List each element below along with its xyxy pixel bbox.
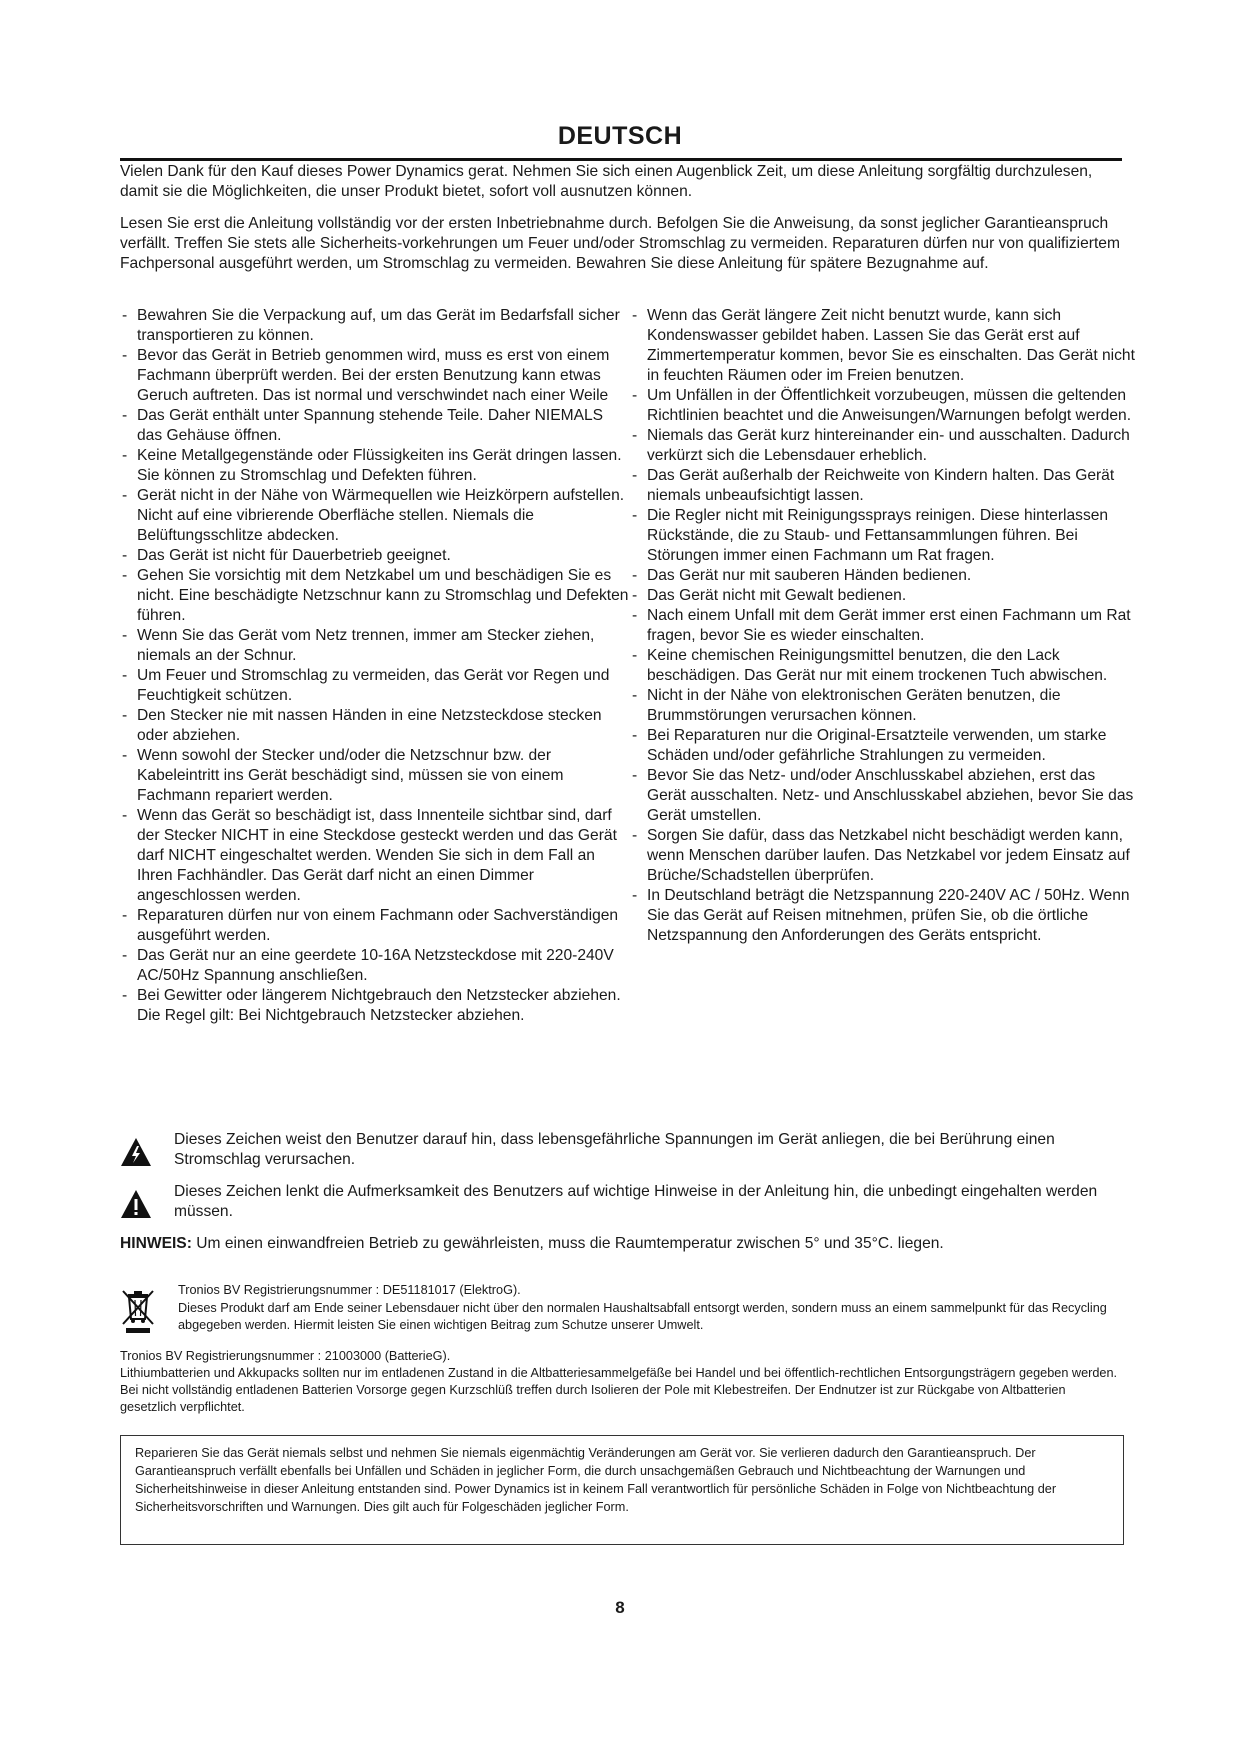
list-item: - In Deutschland beträgt die Netzspannung 220-240V AC / 50Hz. Wenn Sie das Gerät auf Reisen mitnehmen, prüfen Sie, ob die örtliche Netzspannung den Anforderungen des Geräts entspricht. <box>630 886 1135 946</box>
list-item: - Um Unfällen in der Öffentlichkeit vorzubeugen, müssen die geltenden Richtlinien beachtet und die Anweisungen/Warnungen befolgt werden. <box>630 386 1135 426</box>
battery-registration: Tronios BV Registrierungsnummer : 21003000 (BatterieG). <box>120 1349 451 1363</box>
list-item: - Die Regler nicht mit Reinigungssprays reinigen. Diese hinterlassen Rückstände, die zu Staub- und Fettansammlungen führen. Bei Störungen immer einen Fachmann um Rat fragen. <box>630 506 1135 566</box>
note-label: HINWEIS: <box>120 1235 192 1252</box>
safety-list-right <box>630 306 1135 946</box>
list-item: - Bevor Sie das Netz- und/oder Anschlusskabel abziehen, erst das Gerät ausschalten. Netz- und Anschlusskabel abziehen, bevor Sie das Gerät umstellen. <box>630 766 1135 826</box>
list-item: - Das Gerät enthält unter Spannung stehende Teile. Daher NIEMALS das Gehäuse öffnen. <box>120 406 630 446</box>
list-item: - Nicht in der Nähe von elektronischen Geräten benutzen, die Brummstörungen verursachen können. <box>630 686 1135 726</box>
title-rule <box>120 158 1122 161</box>
disclaimer-text: Reparieren Sie das Gerät niemals selbst und nehmen Sie niemals eigenmächtig Veränderungen am Gerät vor. Sie verlieren dadurch den Garantieanspruch. Der Garantieanspruch verfällt ebenfalls bei Unfällen und Schäden in jeglicher Form, die durch unsachgemäßen Gebrauch und Nichtbeachtung der Warnungen und Sicherheitshinweise in dieser Anleitung entstanden sind. Power Dynamics ist in keinem Fall verantwortlich für persönliche Schäden in Folge von Nichtbeachtung der Sicherheitsvorschriften und Warnungen. Dies gilt auch für Folgeschäden jeglicher Form. <box>135 1446 1057 1514</box>
weee-text: Dieses Produkt darf am Ende seiner Lebensdauer nicht über den normalen Haushaltsabfall entsorgt werden, sondern muss an einem sammelpunkt für das Recycling abgegeben werden. Hiermit leisten Sie einen wichtigen Beitrag zum Schutze unserer Umwelt. <box>178 1300 1107 1332</box>
list-item: - Reparaturen dürfen nur von einem Fachmann oder Sachverständigen ausgeführt werden. <box>120 906 630 946</box>
weee-registration: Tronios BV Registrierungsnummer : DE51181017 (ElektroG). <box>178 1283 521 1297</box>
attention-warning-text: Dieses Zeichen lenkt die Aufmerksamkeit des Benutzers auf wichtige Hinweise in der Anleitung hin, die unbedingt eingehalten werden müssen. <box>174 1183 1098 1220</box>
list-item: - Um Feuer und Stromschlag zu vermeiden, das Gerät vor Regen und Feuchtigkeit schützen. <box>120 666 630 706</box>
list-item: - Bewahren Sie die Verpackung auf, um das Gerät im Bedarfsfall sicher transportieren zu können. <box>120 306 630 346</box>
disclaimer-box <box>120 1435 1124 1545</box>
exclamation-warning-icon <box>120 1188 152 1220</box>
list-item: - Bevor das Gerät in Betrieb genommen wird, muss es erst von einem Fachmann überprüft werden. Bei der ersten Benutzung kann etwas Geruch auftreten. Das ist normal und verschwindet nach einer Weile <box>120 346 630 406</box>
list-item: - Gehen Sie vorsichtig mit dem Netzkabel um und beschädigen Sie es nicht. Eine beschädigte Netzschnur kann zu Stromschlag und Defekten führen. <box>120 566 630 626</box>
list-item: - Das Gerät nicht mit Gewalt bedienen. <box>630 586 1135 606</box>
list-item: - Sorgen Sie dafür, dass das Netzkabel nicht beschädigt werden kann, wenn Menschen darüber laufen. Das Netzkabel vor jedem Einsatz auf Brüche/Schadstellen überprüfen. <box>630 826 1135 886</box>
list-item: - Das Gerät außerhalb der Reichweite von Kindern halten. Das Gerät niemals unbeaufsichtigt lassen. <box>630 466 1135 506</box>
page-title: DEUTSCH <box>557 122 683 150</box>
battery-text: Lithiumbatterien und Akkupacks sollten nur im entladenen Zustand in die Altbatteriesammelgefäße bei Handel und bei öffentlich-rechtlichen Entsorgungsträgern gegeben werden. Bei nicht vollständig entladenen Batterien Vorsorge gegen Kurzschlüß treffen durch Isolieren der Pole mit Klebestreifen. Der Endnutzer ist zur Rückgabe von Altbatterien gesetzlich verpflichtet. <box>120 1366 1118 1414</box>
list-item: - Wenn das Gerät längere Zeit nicht benutzt wurde, kann sich Kondenswasser gebildet haben. Lassen Sie das Gerät erst auf Zimmertemperatur kommen, bevor Sie es einschalten. Das Gerät nicht in feuchten Räumen oder im Freien benutzen. <box>630 306 1135 386</box>
list-item: - Wenn das Gerät so beschädigt ist, dass Innenteile sichtbar sind, darf der Stecker NICHT in eine Steckdose gesteckt werden und das Gerät darf NICHT eingeschaltet werden. Wenden Sie sich in dem Fall an Ihren Fachhändler. Das Gerät darf nicht an einen Dimmer angeschlossen werden. <box>120 806 630 906</box>
crossed-out-bin-icon <box>120 1288 156 1334</box>
list-item: - Das Gerät nur an eine geerdete 10-16A Netzsteckdose mit 220-240V AC/50Hz Spannung anschließen. <box>120 946 630 986</box>
list-item: - Nach einem Unfall mit dem Gerät immer erst einen Fachmann um Rat fragen, bevor Sie es wieder einschalten. <box>630 606 1135 646</box>
electric-warning-text: Dieses Zeichen weist den Benutzer darauf hin, dass lebensgefährliche Spannungen im Gerät anliegen, die bei Berührung einen Stromschlag verursachen. <box>174 1131 1055 1168</box>
intro-paragraph-1: Vielen Dank für den Kauf dieses Power Dynamics gerat. Nehmen Sie sich einen Augenblick Zeit, um diese Anleitung sorgfältig durchzulesen, damit sie die Möglichkeiten, die unser Produkt bietet, sofort voll ausnutzen können. <box>120 163 1093 200</box>
list-item: - Niemals das Gerät kurz hintereinander ein- und ausschalten. Dadurch verkürzt sich die Lebensdauer erheblich. <box>630 426 1135 466</box>
list-item: - Bei Reparaturen nur die Original-Ersatzteile verwenden, um starke Schäden und/oder gefährliche Strahlungen zu vermeiden. <box>630 726 1135 766</box>
list-item: - Wenn sowohl der Stecker und/oder die Netzschnur bzw. der Kabeleintritt ins Gerät beschädigt sind, müssen sie von einem Fachmann repariert werden. <box>120 746 630 806</box>
list-item: - Den Stecker nie mit nassen Händen in eine Netzsteckdose stecken oder abziehen. <box>120 706 630 746</box>
lightning-warning-icon <box>120 1136 152 1168</box>
battery-notice <box>120 1348 1120 1416</box>
list-item: - Keine Metallgegenstände oder Flüssigkeiten ins Gerät dringen lassen. Sie können zu Stromschlag und Defekten führen. <box>120 446 630 486</box>
list-item: - Bei Gewitter oder längerem Nichtgebrauch den Netzstecker abziehen. Die Regel gilt: Bei Nichtgebrauch Netzstecker abziehen. <box>120 986 630 1026</box>
list-item: - Gerät nicht in der Nähe von Wärmequellen wie Heizkörpern aufstellen. Nicht auf eine vibrierende Oberfläche stellen. Niemals die Belüftungsschlitze abdecken. <box>120 486 630 546</box>
safety-list-left <box>120 306 630 1026</box>
list-item: - Das Gerät ist nicht für Dauerbetrieb geeignet. <box>120 546 630 566</box>
list-item: - Wenn Sie das Gerät vom Netz trennen, immer am Stecker ziehen, niemals an der Schnur. <box>120 626 630 666</box>
temperature-note <box>120 1234 1120 1254</box>
page-number: 8 <box>615 1598 625 1617</box>
list-item: - Keine chemischen Reinigungsmittel benutzen, die den Lack beschädigen. Das Gerät nur mit einem trockenen Tuch abwischen. <box>630 646 1135 686</box>
note-text: Um einen einwandfreien Betrieb zu gewährleisten, muss die Raumtemperatur zwischen 5° und 35°C. liegen. <box>191 1235 944 1252</box>
list-item: - Das Gerät nur mit sauberen Händen bedienen. <box>630 566 1135 586</box>
intro-paragraph-2: Lesen Sie erst die Anleitung vollständig vor der ersten Inbetriebnahme durch. Befolgen Sie die Anweisung, da sonst jeglicher Garantieanspruch verfällt. Treffen Sie stets alle Sicherheits-vorkehrungen um Feuer und/oder Stromschlag zu vermeiden. Reparaturen dürfen nur von qualifiziertem Fachpersonal ausgeführt werden, um Stromschlag zu vermeiden. Bewahren Sie diese Anleitung für spätere Bezugnahme auf. <box>120 215 1120 272</box>
